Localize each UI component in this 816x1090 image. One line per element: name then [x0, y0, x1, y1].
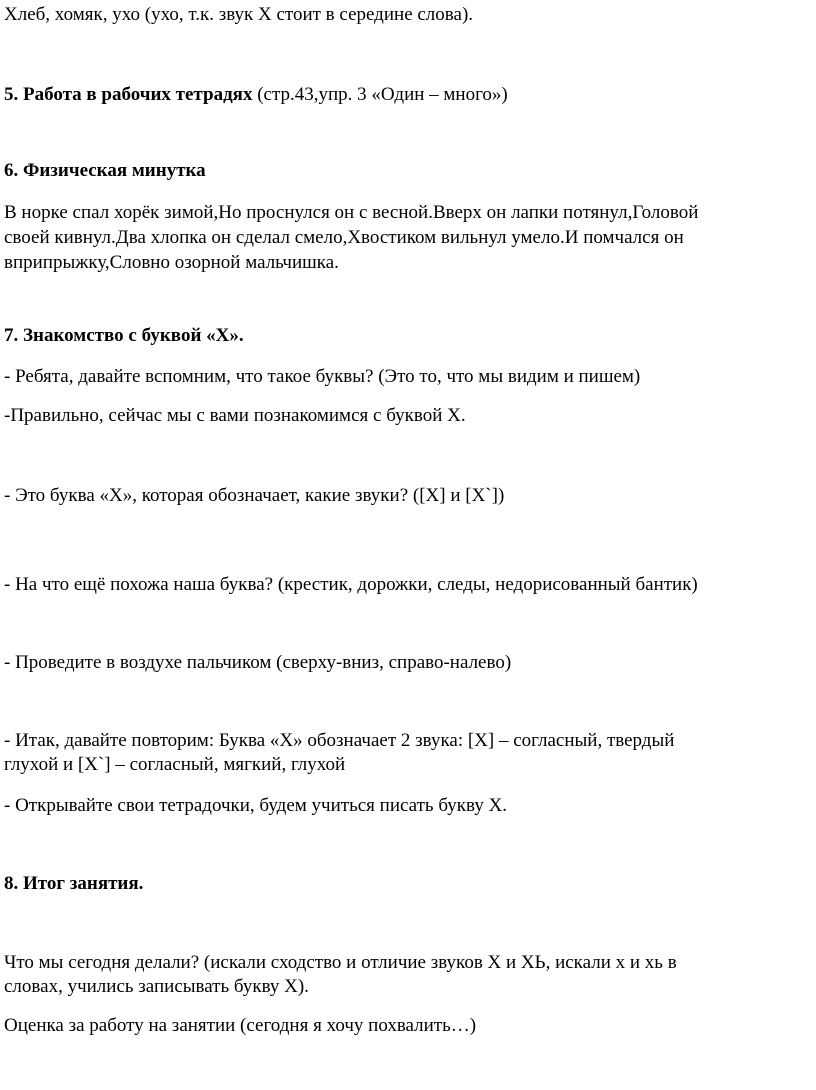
section-5-heading: 5. Работа в рабочих тетрадях	[4, 84, 253, 105]
poem-line: В норке спал хорёк зимой,Но проснулся он с весной.Вверх он лапки потянул,Головой	[4, 202, 699, 223]
poem-line: вприпрыжку,Словно озорной мальчишка.	[4, 252, 339, 273]
section-8-line: Что мы сегодня делали? (искали сходство и отличие звуков Х и ХЬ, искали х и хь в	[4, 952, 677, 973]
section-7-line: глухой и [Х`] – согласный, мягкий, глухой	[4, 754, 346, 775]
section-7-line: - Проведите в воздухе пальчиком (сверху-вниз, справо-налево)	[4, 652, 512, 673]
section-7-line: - Открывайте свои тетрадочки, будем учиться писать букву Х.	[4, 795, 508, 816]
section-7-line: - Итак, давайте повторим: Буква «Х» обозначает 2 звука: [Х] – согласный, твердый	[4, 730, 675, 751]
section-7-line: - Это буква «Х», которая обозначает, какие звуки? ([Х] и [Х`])	[4, 485, 505, 506]
section-5-line	[4, 83, 508, 107]
intro-line: Хлеб, хомяк, ухо (ухо, т.к. звук Х стоит в середине слова).	[4, 4, 474, 25]
section-5-note: (стр.43,упр. 3 «Один – много»)	[252, 84, 508, 105]
section-7-line: - Ребята, давайте вспомним, что такое буквы? (Это то, что мы видим и пишем)	[4, 366, 641, 387]
section-6-heading: 6. Физическая минутка	[4, 160, 206, 181]
section-8-line: Оценка за работу на занятии (сегодня я хочу похвалить…)	[4, 1015, 477, 1036]
section-7-line: - На что ещё похожа наша буква? (крестик, дорожки, следы, недорисованный бантик)	[4, 574, 698, 595]
poem-line: своей кивнул.Два хлопка он сделал смело,Хвостиком вильнул умело.И помчался он	[4, 227, 684, 248]
section-8-heading: 8. Итог занятия.	[4, 873, 144, 894]
section-8-line: словах, учились записывать букву Х).	[4, 976, 309, 997]
section-7-heading: 7. Знакомство с буквой «Х».	[4, 325, 244, 346]
section-7-line: -Правильно, сейчас мы с вами познакомимся с буквой Х.	[4, 405, 466, 426]
